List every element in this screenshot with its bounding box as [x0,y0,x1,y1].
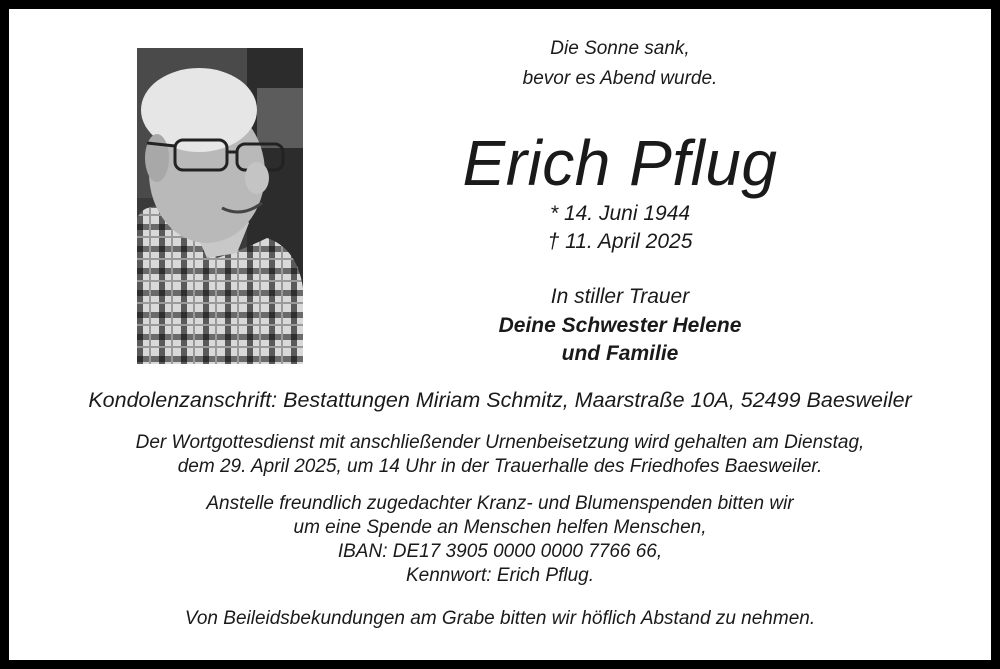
mourners-line-2: und Familie [561,342,679,365]
motto-line-1: Die Sonne sank, [550,38,690,59]
death-date: † 11. April 2025 [547,230,693,253]
donation-line-1: Anstelle freundlich zugedachter Kranz- und Blumenspenden bitten wir [206,493,794,514]
deceased-name: Erich Pflug [462,127,778,199]
condolence-address: Kondolenzanschrift: Bestattungen Miriam Schmitz, Maarstraße 10A, 52499 Baesweiler [88,388,912,412]
donation-line-3: IBAN: DE17 3905 0000 0000 7766 66, [337,541,663,562]
donation-line-4: Kennwort: Erich Pflug. [406,565,594,586]
mourning-intro: In stiller Trauer [550,285,690,308]
service-line-1: Der Wortgottesdienst mit anschließender Urnenbeisetzung wird gehalten am Dienstag, [135,432,865,453]
service-line-2: dem 29. April 2025, um 14 Uhr in der Trauerhalle des Friedhofes Baesweiler. [177,456,823,477]
mourners-line-1: Deine Schwester Helene [498,314,742,337]
birth-date: * 14. Juni 1944 [549,202,691,225]
donation-line-2: um eine Spende an Menschen helfen Menschen, [293,517,707,538]
closing-note: Von Beileidsbekundungen am Grabe bitten wir höflich Abstand zu nehmen. [184,608,816,629]
motto-line-2: bevor es Abend wurde. [522,68,718,89]
portrait-photo [137,48,303,364]
